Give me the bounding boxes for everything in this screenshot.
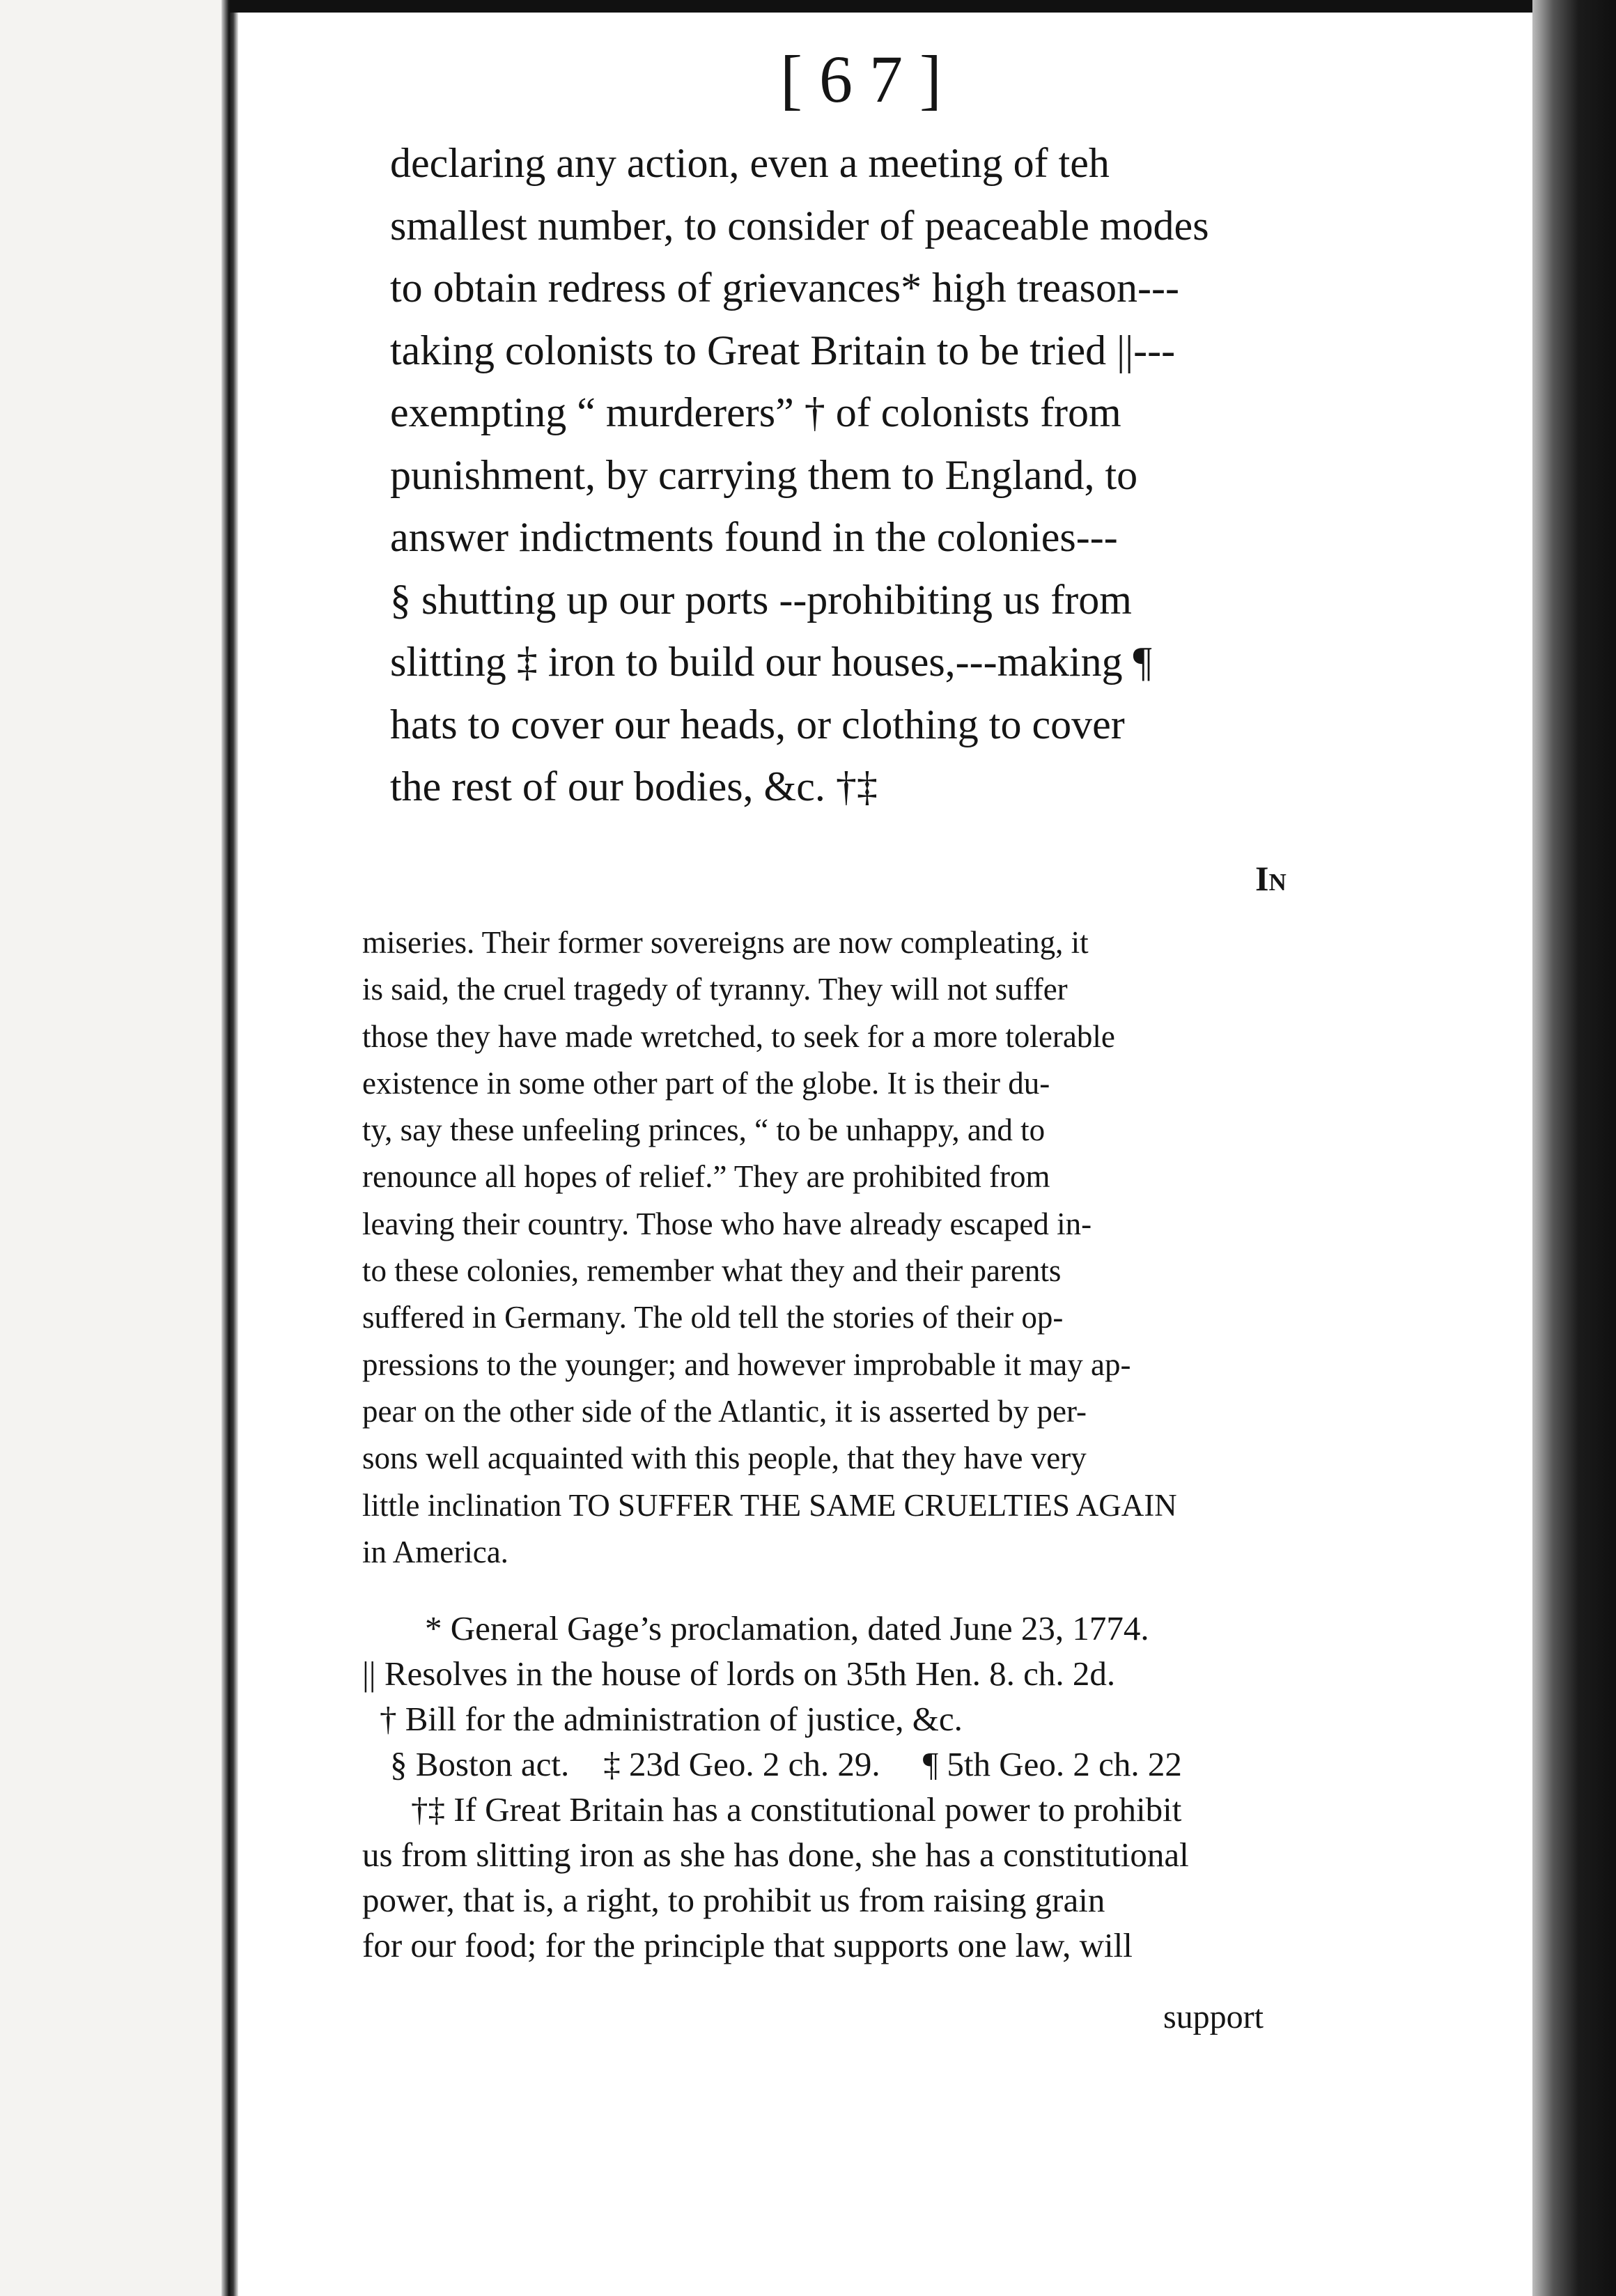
secondary-text-line: ty, say these unfeeling princes, “ to be unhappy, and to xyxy=(362,1112,1046,1148)
main-text-line: punishment, by carrying them to England, to xyxy=(390,451,1138,498)
book-gutter xyxy=(222,0,238,2296)
secondary-text-line: miseries. Their former sovereigns are now compleating, it xyxy=(362,925,1089,960)
secondary-text-line: sons well acquainted with this people, that they have very xyxy=(362,1441,1087,1476)
secondary-text-line: leaving their country. Those who have already escaped in- xyxy=(362,1206,1092,1241)
footnote: power, that is, a right, to prohibit us from raising grain xyxy=(362,1881,1105,1919)
footnote-catchword: support xyxy=(1163,1999,1264,2035)
secondary-text-line: suffered in Germany. The old tell the stories of their op- xyxy=(362,1300,1064,1335)
footnote: || Resolves in the house of lords on 35th Hen. 8. ch. 2d. xyxy=(362,1654,1116,1693)
main-text-line: to obtain redress of grievances* high treason--- xyxy=(390,265,1179,311)
secondary-text-line: to these colonies, remember what they and their parents xyxy=(362,1253,1062,1289)
footnote: ¶ 5th Geo. 2 ch. 22 xyxy=(922,1745,1182,1783)
page-number: 67 xyxy=(818,42,919,116)
page-header: [67] xyxy=(780,42,958,116)
footnote: ‡ 23d Geo. 2 ch. 29. xyxy=(603,1745,880,1783)
secondary-text-line: existence in some other part of the globe. It is their du- xyxy=(362,1065,1050,1101)
footnote: † Bill for the administration of justice, &c. xyxy=(380,1700,963,1738)
secondary-text-line: is said, the cruel tragedy of tyranny. They will not suffer xyxy=(362,972,1068,1007)
main-text-line: answer indictments found in the colonies--- xyxy=(390,514,1118,560)
secondary-text-block xyxy=(362,920,1355,1576)
footnote: § Boston act. xyxy=(390,1745,570,1783)
secondary-text-line: pear on the other side of the Atlantic, it is asserted by per- xyxy=(362,1393,1087,1429)
main-text-block xyxy=(390,132,1379,819)
catchword: In xyxy=(1255,859,1287,898)
page-edge-shadow xyxy=(1532,0,1616,2296)
footnote: †‡ If Great Britain has a constitutional power to prohibit xyxy=(411,1790,1182,1829)
footnote: for our food; for the principle that supports one law, will xyxy=(362,1926,1133,1964)
main-text-line: hats to cover our heads, or clothing to cover xyxy=(390,701,1125,747)
main-text-line: taking colonists to Great Britain to be tried ||--- xyxy=(390,327,1176,373)
footnote: us from slitting iron as she has done, she has a constitutional xyxy=(362,1836,1189,1874)
footnote: * General Gage’s proclamation, dated June 23, 1774. xyxy=(425,1609,1149,1647)
page-top-shadow xyxy=(230,0,1539,13)
main-text-line: exempting “ murderers” † of colonists from xyxy=(390,389,1121,435)
main-text-line: the rest of our bodies, &c. †‡ xyxy=(390,763,878,809)
secondary-text-line: renounce all hopes of relief.” They are prohibited from xyxy=(362,1159,1050,1195)
secondary-text-line: those they have made wretched, to seek for a more tolerable xyxy=(362,1018,1115,1054)
main-text-line: slitting ‡ iron to build our houses,---making ¶ xyxy=(390,639,1152,685)
secondary-text-line: pressions to the younger; and however improbable it may ap- xyxy=(362,1347,1131,1382)
main-text-line: smallest number, to consider of peaceable modes xyxy=(390,202,1209,249)
secondary-text-line: in America. xyxy=(362,1534,508,1569)
secondary-text-line: little inclination TO SUFFER THE SAME CRUELTIES AGAIN xyxy=(362,1487,1177,1523)
main-text-line: § shutting up our ports --prohibiting us from xyxy=(390,576,1132,623)
footnotes xyxy=(362,1606,1355,1968)
main-text-line: declaring any action, even a meeting of teh xyxy=(390,140,1110,186)
previous-page-margin xyxy=(0,0,230,2296)
footnote-row xyxy=(362,1742,1355,1787)
